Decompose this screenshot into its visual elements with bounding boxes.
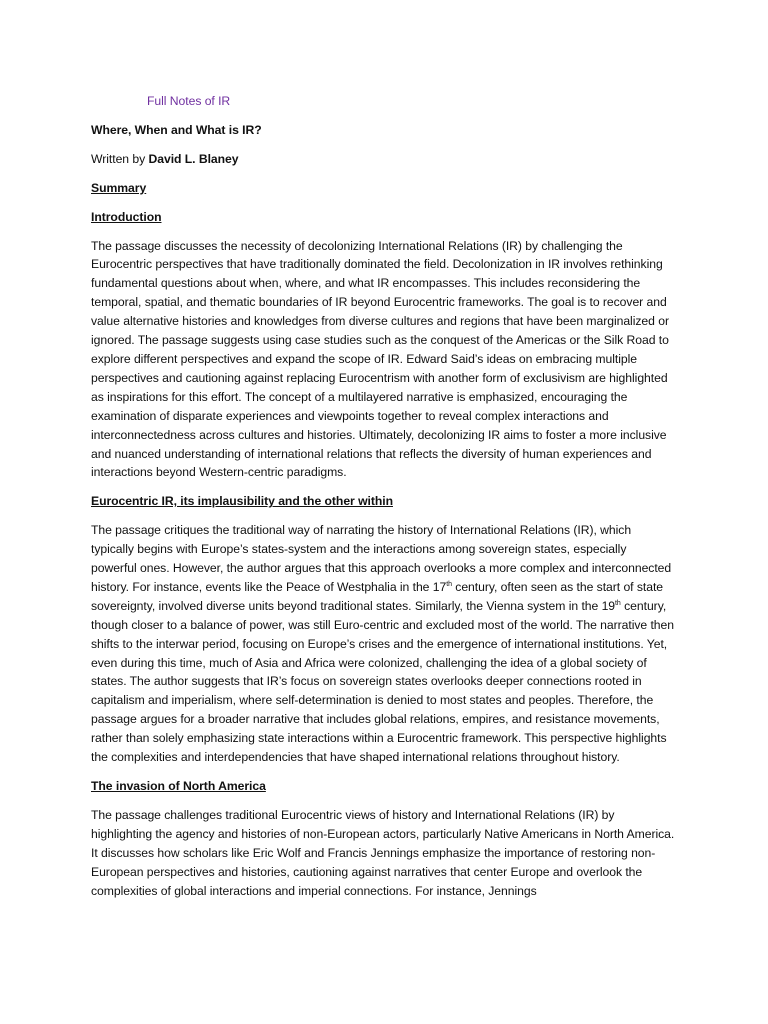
ordinal-superscript: th [615, 599, 621, 607]
paragraph-text: century, often seen as the start of state sovereignty, involved diverse units beyond traditional states. Similarly, the Vienna system in the 19 [91, 579, 664, 613]
paragraph-text: century, though closer to a balance of power, was still Euro-centric and excluded most of the world. The narrative then shifts to the interwar period, focusing on Europe’s crises and the emergence of international institutions. Yet, even during this time, much of Asia and Africa were colonized, challenging the idea of a global society of states. The author suggests that IR’s focus on sovereign states overlooks deeper connections rooted in capitalism and imperialism, where self-determination is denied to most states and peoples. Therefore, the passage argues for a broader narrative that includes global relations, empires, and resistance movements, rather than solely emphasizing state interactions within a Eurocentric framework. This perspective highlights the complexities and interdependencies that have shaped international relations throughout history. [91, 598, 674, 765]
ordinal-superscript: th [446, 580, 452, 588]
section-heading-eurocentric-ir: Eurocentric IR, its implausibility and the other within [91, 494, 393, 509]
document-title: Where, When and What is IR? [91, 122, 262, 137]
author-name: David L. Blaney [148, 151, 239, 166]
section-heading-introduction: Introduction [91, 209, 162, 224]
summary-heading: Summary [91, 180, 147, 195]
section-paragraph-eurocentric-ir [91, 521, 675, 767]
byline [91, 150, 675, 169]
paragraph-text: The passage critiques the traditional way of narrating the history of International Relations (IR), which typically begins with Europe’s states-system and the interactions among sovereign states, especially powerful ones. However, the author argues that this approach overlooks a more complex and interconnected history. For instance, events like the Peace of Westphalia in the 17 [91, 523, 672, 594]
section-paragraph-invasion-north-america: The passage challenges traditional Eurocentric views of history and International Relations (IR) by highlighting the agency and histories of non-European actors, particularly Native Americans in North America. It discusses how scholars like Eric Wolf and Francis Jennings emphasize the importance of restoring non-European perspectives and histories, cautioning against narratives that center Europe and overlook the complexities of global interactions and imperial connections. For instance, Jennings [91, 807, 675, 898]
document-body [91, 92, 675, 910]
full-notes-link[interactable]: Full Notes of IR [147, 94, 231, 108]
byline-prefix: Written by [91, 151, 149, 166]
section-paragraph-introduction: The passage discusses the necessity of decolonizing International Relations (IR) by challenging the Eurocentric perspectives that have traditionally dominated the field. Decolonization in IR involves rethinking fundamental questions about when, where, and what IR encompasses. This includes reconsidering the temporal, spatial, and thematic boundaries of IR beyond Eurocentric frameworks. The goal is to recover and value alternative histories and knowledges from diverse cultures and regions that have been marginalized or ignored. The passage suggests using case studies such as the conquest of the Americas or the Silk Road to explore different perspectives and expand the scope of IR. Edward Said’s ideas on embracing multiple perspectives and cautioning against replacing Eurocentrism with another form of exclusivism are highlighted as inspirations for this effort. The concept of a multilayered narrative is emphasized, encouraging the examination of disparate experiences and viewpoints together to reveal complex interactions and interconnectedness across cultures and histories. Ultimately, decolonizing IR aims to foster a more inclusive and nuanced understanding of international relations that reflects the diversity of human experiences and interactions beyond Western-centric paradigms. [91, 238, 669, 480]
section-heading-invasion-north-america: The invasion of North America [91, 779, 266, 793]
